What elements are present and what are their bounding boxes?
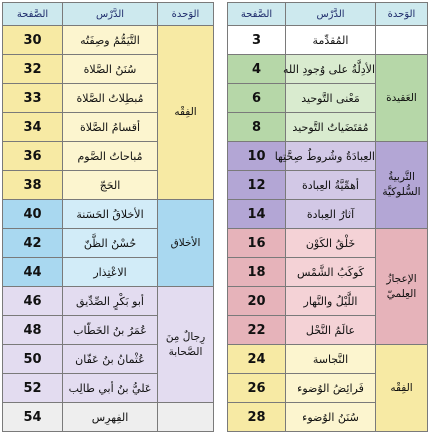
unit-cell: الإعجازُ العِلميّ [376, 229, 428, 345]
lesson-cell: فَرائِضُ الوُضوء [286, 374, 376, 403]
page-number: 16 [228, 229, 286, 258]
page-number: 52 [3, 374, 63, 403]
table-row [228, 142, 428, 171]
page-number: 4 [228, 55, 286, 84]
page-number: 34 [3, 113, 63, 142]
page-header: الصَّفحة [3, 3, 63, 26]
page-number: 3 [228, 26, 286, 55]
unit-cell: الأخلاق [158, 200, 214, 287]
page-number: 30 [3, 26, 63, 55]
page-number: 38 [3, 171, 63, 200]
lesson-cell: خَلْقُ الكَوْن [286, 229, 376, 258]
page-number: 36 [3, 142, 63, 171]
page-number: 44 [3, 258, 63, 287]
toc-table-left [2, 2, 214, 432]
table-row [228, 229, 428, 258]
unit-cell: التَّربيةُ السُّلوكيَّة [376, 142, 428, 229]
lesson-cell: الأدِلَّةُ على وُجودِ الله [286, 55, 376, 84]
unit-cell [376, 26, 428, 55]
lesson-cell: مُباحاتُ الصَّوم [63, 142, 158, 171]
page-number: 46 [3, 287, 63, 316]
lesson-cell: مَعْنى التَّوحيد [286, 84, 376, 113]
lesson-cell: آثارُ العِبادة [286, 200, 376, 229]
page-number: 20 [228, 287, 286, 316]
toc-table-right [227, 2, 428, 432]
page-number: 48 [3, 316, 63, 345]
lesson-cell: عُمَرُ بنُ الخَطّاب [63, 316, 158, 345]
lesson-cell: الفِهرِس [63, 403, 158, 432]
table-row [228, 26, 428, 55]
lesson-cell: التَّيَمُّمُ وصِفَتُه [63, 26, 158, 55]
unit-header: الوَحدة [376, 3, 428, 26]
page-number: 40 [3, 200, 63, 229]
page-number: 10 [228, 142, 286, 171]
lesson-cell: أهمِّيَّةُ العِبادة [286, 171, 376, 200]
page-number: 33 [3, 84, 63, 113]
page-number: 54 [3, 403, 63, 432]
lesson-cell: مُبطِلاتُ الصَّلاة [63, 84, 158, 113]
lesson-cell: مُقتَضَياتُ التَّوحيد [286, 113, 376, 142]
table-row [3, 287, 214, 316]
lesson-cell: المُقدِّمة [286, 26, 376, 55]
page-number: 50 [3, 345, 63, 374]
lesson-cell: أقسامُ الصَّلاة [63, 113, 158, 142]
table-row [3, 200, 214, 229]
page-number: 8 [228, 113, 286, 142]
unit-cell: العَقيدة [376, 55, 428, 142]
unit-cell: الفِقْه [376, 345, 428, 432]
lesson-cell: كَوكَبُ الشَّمْس [286, 258, 376, 287]
page-number: 26 [228, 374, 286, 403]
lesson-cell: سُنَنُ الوُضوء [286, 403, 376, 432]
lesson-cell: سُنَنُ الصَّلاة [63, 55, 158, 84]
unit-header: الوَحدة [158, 3, 214, 26]
lesson-cell: اللَّيْلُ والنَّهار [286, 287, 376, 316]
lesson-cell: الاعْتِذار [63, 258, 158, 287]
lesson-cell: أبو بَكْرٍ الصِّدِّيق [63, 287, 158, 316]
unit-cell: رِجالٌ مِنَ الصَّحابة [158, 287, 214, 403]
page-number: 24 [228, 345, 286, 374]
lesson-cell: الأخلاقُ الحَسَنة [63, 200, 158, 229]
page-number: 42 [3, 229, 63, 258]
header-row [228, 3, 428, 26]
table-row [3, 403, 214, 432]
lesson-cell: حُسْنُ الظَّنّ [63, 229, 158, 258]
header-row [3, 3, 214, 26]
table-row [3, 26, 214, 55]
page-number: 14 [228, 200, 286, 229]
table-row [228, 345, 428, 374]
lesson-header: الدَّرْس [286, 3, 376, 26]
lesson-cell: عالَمُ النَّحْل [286, 316, 376, 345]
unit-cell [158, 403, 214, 432]
lesson-cell: النَّجاسة [286, 345, 376, 374]
page-number: 18 [228, 258, 286, 287]
table-row [228, 55, 428, 84]
lesson-cell: عَليُّ بنُ أبي طالِب [63, 374, 158, 403]
unit-cell: الفِقْه [158, 26, 214, 200]
lesson-cell: عُثْمانُ بنُ عَفّان [63, 345, 158, 374]
lesson-cell: الحَجّ [63, 171, 158, 200]
lesson-header: الدَّرْس [63, 3, 158, 26]
page-number: 6 [228, 84, 286, 113]
lesson-cell: العِبادَةُ وشُروطُ صِحَّتِها [286, 142, 376, 171]
page-number: 28 [228, 403, 286, 432]
page-number: 12 [228, 171, 286, 200]
page-number: 22 [228, 316, 286, 345]
page-header: الصَّفحة [228, 3, 286, 26]
page-number: 32 [3, 55, 63, 84]
